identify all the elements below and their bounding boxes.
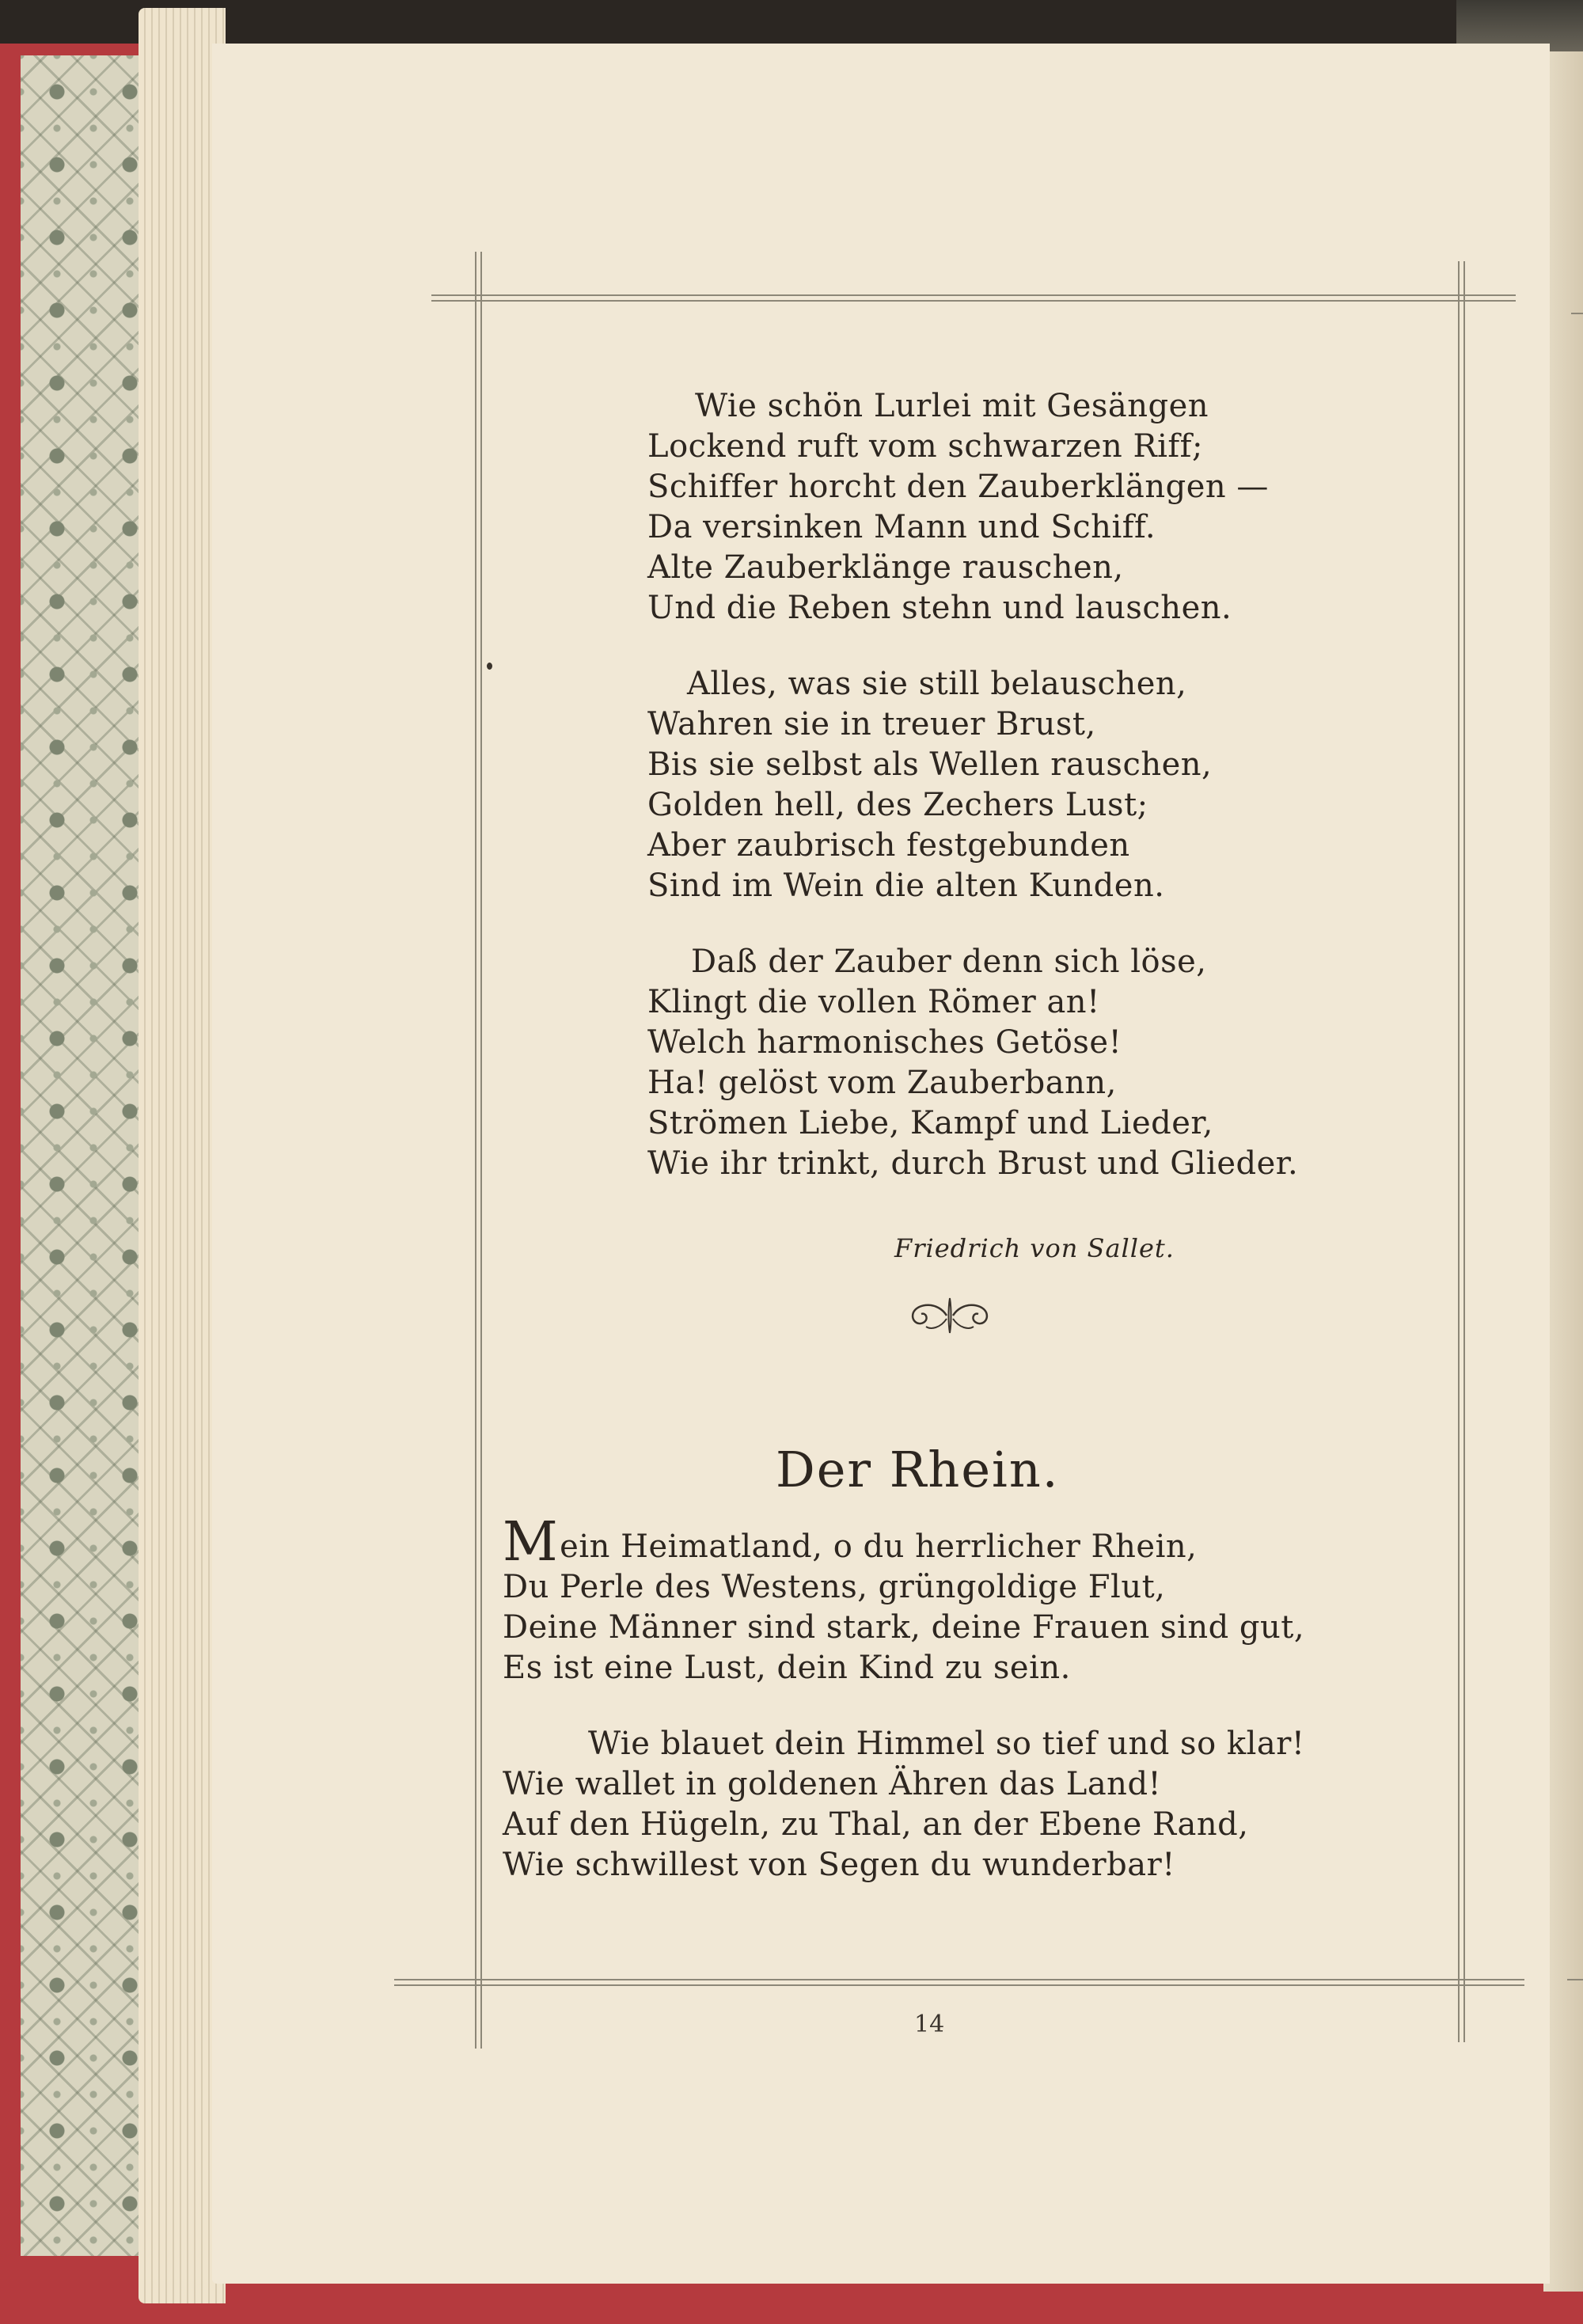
verse-line: Alles, was sie still belauschen, xyxy=(687,666,1187,702)
poem-2-stanza-1 xyxy=(503,1511,1305,1688)
page-number: 14 xyxy=(914,2011,945,2038)
verse-line: Aber zaubrisch festgebunden xyxy=(647,827,1130,864)
verse-line: Wie wallet in goldenen Ähren das Land! xyxy=(503,1766,1162,1802)
poem-1 xyxy=(647,386,1298,1184)
verse-line: Auf den Hügeln, zu Thal, an der Ebene Rand, xyxy=(503,1806,1249,1843)
frame-bottom-rule xyxy=(394,1979,1524,1986)
verse-line: Ha! gelöst vom Zauberbann, xyxy=(647,1065,1117,1101)
verse-line-with-dropcap xyxy=(503,1511,1304,1574)
verse-line: Du Perle des Westens, grüngoldige Flut, xyxy=(503,1569,1166,1605)
verse-line: Lockend ruft vom schwarzen Riff; xyxy=(647,428,1203,465)
verse-text: ein Heimatland, o du herrlicher Rhein, xyxy=(560,1528,1198,1565)
frame-bottom-right-tick xyxy=(1567,1979,1583,1980)
verse-line: Wahren sie in treuer Brust, xyxy=(647,706,1096,742)
verse-line: Klingt die vollen Römer an! xyxy=(647,984,1100,1020)
verse-line: Deine Männer sind stark, deine Frauen sind gut, xyxy=(503,1609,1305,1646)
verse-line: Daß der Zauber denn sich löse, xyxy=(691,944,1207,980)
verse-line: Schiffer horcht den Zauberklängen — xyxy=(647,469,1269,505)
verse-line: Wie schön Lurlei mit Gesängen xyxy=(695,388,1209,424)
verse-line: Und die Reben stehn und lauschen. xyxy=(647,590,1232,626)
verse-line: Sind im Wein die alten Kunden. xyxy=(647,868,1165,904)
verse-line: Welch harmonisches Getöse! xyxy=(647,1024,1122,1061)
ink-dot xyxy=(487,663,492,670)
verse-line: Wie ihr trinkt, durch Brust und Glieder. xyxy=(647,1145,1299,1182)
poem-2-title: Der Rhein. xyxy=(776,1441,1060,1498)
poem-2-stanza-2 xyxy=(503,1724,1304,1885)
verse-line: Strömen Liebe, Kampf und Lieder, xyxy=(647,1105,1213,1141)
poem-1-stanza-1 xyxy=(647,386,1298,628)
verse-line: Es ist eine Lust, dein Kind zu sein. xyxy=(503,1650,1071,1686)
poem-1-author: Friedrich von Sallet. xyxy=(894,1233,1175,1263)
poem-1-stanza-2 xyxy=(647,664,1298,906)
frame-top-rule xyxy=(431,294,1516,302)
verse-line: Alte Zauberklänge rauschen, xyxy=(647,549,1124,586)
poem-1-stanza-3 xyxy=(647,942,1298,1184)
drop-cap: M xyxy=(503,1511,559,1574)
verse-line: Golden hell, des Zechers Lust; xyxy=(647,787,1148,823)
scroll-ornament-icon xyxy=(902,1292,997,1339)
poem-2 xyxy=(503,1511,1305,1885)
verse-line: Wie schwillest von Segen du wunderbar! xyxy=(503,1847,1175,1883)
frame-right-rule xyxy=(1458,261,1465,2042)
verse-line: Bis sie selbst als Wellen rauschen, xyxy=(647,746,1213,783)
frame-top-right-tick xyxy=(1571,313,1583,314)
verse-line: Wie blauet dein Himmel so tief und so klar! xyxy=(588,1726,1305,1762)
frame-left-rule xyxy=(475,252,482,2049)
verse-line: Da versinken Mann und Schiff. xyxy=(647,509,1156,545)
